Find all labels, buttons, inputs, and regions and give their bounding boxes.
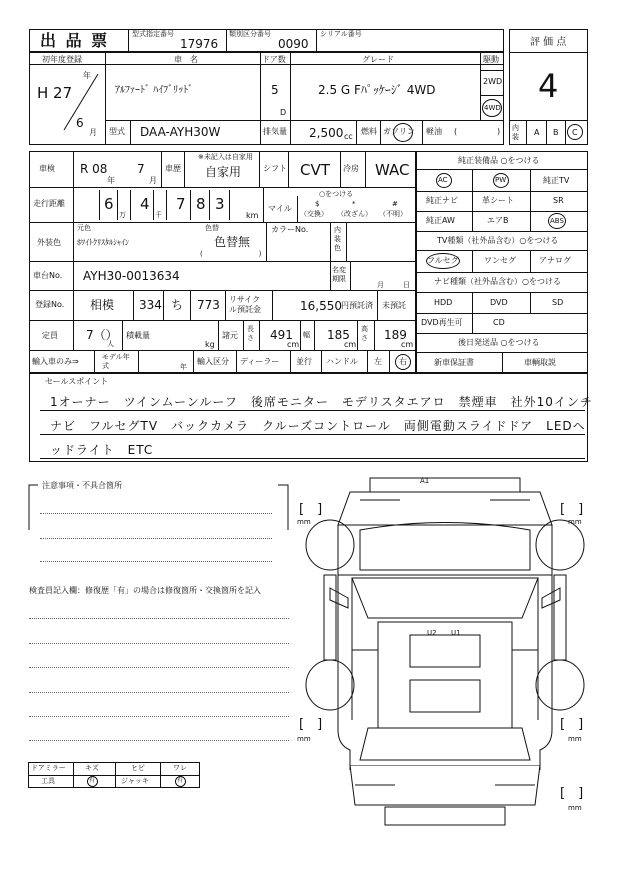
height: 189 (384, 328, 407, 342)
drive-2wd: 2WD (483, 77, 503, 86)
equip-leather: 革シート (482, 196, 514, 205)
inspection-month: 7 (137, 162, 145, 176)
grade: 2.5 G Fﾊﾟｯｹｰｼﾞ 4WD (318, 83, 436, 97)
length: 491 (270, 328, 293, 342)
door-type: D (280, 108, 287, 117)
plate-label: 登録No. (35, 300, 65, 309)
sales-line-1: 1オーナー ツインムーンルーフ 後席モニター モデリスタエアロ 禁煙車 社外10インチ (50, 395, 593, 409)
score-value: 4 (538, 67, 559, 105)
first-reg-label: 初年度登録 (42, 55, 82, 64)
notes-bracket (28, 481, 290, 532)
shift: CVT (300, 161, 330, 179)
serial-label: シリアル番号 (320, 30, 362, 38)
ac: WAC (375, 161, 410, 179)
interior-label: 内装 (512, 124, 519, 141)
equip-ac: AC (438, 176, 448, 184)
int-color-label: 内装色 (334, 226, 341, 252)
document-title: 出 品 票 (40, 31, 110, 50)
first-reg-month: 6 (76, 116, 84, 130)
ac-label: 冷房 (343, 164, 359, 173)
tv-oneseg: ワンセグ (484, 256, 516, 265)
model-no-label: 型式指定番号 (132, 30, 174, 38)
load-label: 積載量 (126, 331, 150, 340)
interior-a: A (534, 128, 540, 137)
displacement-label: 排気量 (263, 127, 287, 136)
model-label: 型式 (109, 127, 125, 136)
tv-analog: アナログ (539, 256, 571, 265)
zone-u2: U2 (427, 629, 437, 637)
plate-kana: ち (171, 298, 184, 312)
tv-fullseg: フルセグ (427, 256, 459, 265)
shift-label: シフト (263, 164, 287, 173)
recycle-no: 未預託 (382, 301, 406, 310)
plate-class: 334 (139, 298, 162, 312)
plate-number: 773 (197, 298, 220, 312)
score-label: 評 価 点 (530, 37, 567, 48)
chassis-label: 車台No. (33, 271, 63, 280)
mileage-digit-3: 7 (176, 195, 186, 213)
chassis: AYH30-0013634 (83, 269, 180, 283)
interior-c: C (572, 128, 578, 137)
color-no-label: カラーNo. (271, 225, 309, 234)
capacity: 7（） (86, 328, 118, 342)
original-color: ﾎﾜｲﾄｸﾘｽﾀﾙｼｬｲﾝ (77, 238, 129, 247)
equipment-title: 純正装備品 ○をつける (458, 156, 540, 165)
history-note: ※未記入は自家用 (198, 153, 253, 161)
mile-label: マイル (268, 204, 292, 213)
dimensions-label: 諸元 (222, 331, 238, 340)
docs-title: 後日発送品 ○をつける (458, 338, 540, 347)
sales-label: セールスポイント (45, 377, 109, 386)
mileage-digit-4: 8 (196, 195, 206, 213)
docs-manual: 車輌取説 (524, 358, 556, 367)
drive-label: 駆動 (483, 55, 499, 64)
inspector-label: 検査員記入欄：修復歴「有」の場合は修復箇所・交換箇所を記入 (29, 586, 261, 595)
equip-abs: ABS (550, 217, 564, 225)
car-name: ｱﾙﾌｧｰﾄﾞ ﾊｲﾌﾞﾘｯﾄﾞ (115, 85, 194, 96)
inspection-label: 車検 (39, 164, 55, 173)
equip-sr: SR (553, 196, 564, 205)
notes-label: 注意事項・不具合箇所 (42, 481, 122, 490)
zone-u1: U1 (451, 629, 461, 637)
nav-hdd: HDD (434, 298, 453, 307)
equip-airbag: エアB (487, 216, 509, 225)
equip-tv: 純正TV (543, 176, 570, 185)
inspection-year: R 08 (80, 162, 108, 176)
nav-dvd-play: DVD再生可 (421, 318, 463, 327)
model-no: 17976 (180, 37, 219, 51)
displacement: 2,500 (309, 126, 344, 140)
import-label: 輸入車のみ⇒ (32, 357, 79, 366)
doors: 5 (271, 83, 279, 97)
sales-line-2: ナビ フルセグTV バックカメラ クルーズコントロール 両側電動スライドドア LEDヘ (50, 419, 586, 433)
repaint: 色替無 (214, 235, 251, 249)
first-reg-year: H 27 (37, 84, 73, 102)
capacity-label: 定員 (42, 331, 58, 340)
nav-title: ナビ種類（社外品含む）○をつける (434, 277, 561, 286)
odometer-note: ○をつける (319, 190, 354, 198)
mileage-digit-1: 6 (104, 195, 114, 213)
docs-warranty: 新車保証書 (434, 358, 474, 367)
doors-label: ドア数 (262, 55, 286, 64)
interior-b: B (553, 128, 559, 137)
car-diagram (290, 470, 600, 770)
car-name-label: 車 名 (174, 55, 198, 64)
mileage-digit-5: 3 (215, 195, 225, 213)
handle-right: 右 (399, 357, 407, 366)
fuel-label: 燃料 (361, 127, 377, 136)
history-label: 車歴 (165, 164, 181, 173)
class-no: 0090 (278, 37, 309, 51)
grade-label: グレード (362, 55, 394, 64)
nav-sd: SD (552, 298, 564, 307)
color-label: 外装色 (37, 238, 61, 247)
sales-line-3: ッドライト ETC (50, 443, 154, 457)
plate-area: 相模 (90, 298, 115, 312)
history: 自家用 (205, 165, 242, 179)
recycle-label: リサイクル預託金 (229, 295, 261, 314)
recycle-amount: 16,550 (300, 299, 342, 313)
width: 185 (327, 328, 350, 342)
drive-4wd: 4WD (484, 104, 501, 112)
nav-cd: CD (493, 318, 505, 327)
mileage-label: 走行距離 (33, 199, 65, 208)
nav-dvd: DVD (490, 298, 508, 307)
fuel-other: 軽油 (426, 127, 442, 136)
equip-nav: 純正ナビ (426, 196, 458, 205)
rear-bumper (340, 765, 550, 830)
name-change-label: 名変期限 (332, 266, 346, 283)
equip-pw: PW (495, 176, 507, 184)
tv-title: TV種類（社外品含む）○をつける (437, 236, 559, 245)
equip-aw: 純正AW (426, 216, 455, 225)
zone-a1: A1 (420, 477, 430, 485)
mileage-digit-2: 4 (140, 195, 150, 213)
class-label: 類別区分番号 (229, 30, 271, 38)
model: DAA-AYH30W (140, 125, 221, 139)
fuel: ガソリン (383, 127, 415, 136)
